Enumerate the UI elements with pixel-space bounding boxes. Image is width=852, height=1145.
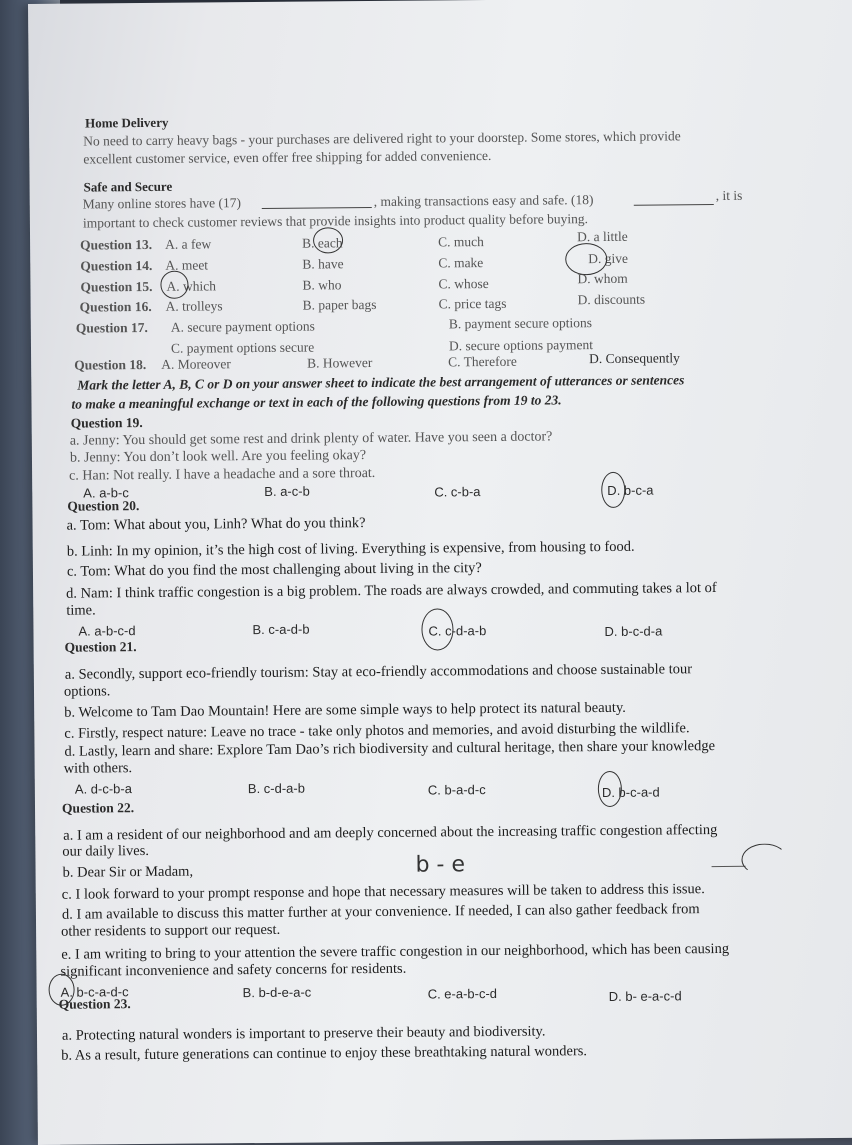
pen-mark-curve <box>741 843 787 875</box>
sentence-a: a. Tom: What about you, Linh? What do you think? <box>66 515 366 534</box>
safe-secure-line-1c: , it is <box>715 187 743 204</box>
sentence-b: b. Linh: In my opinion, it’s the high cost of living. Everything is expensive, from housing to food. <box>66 538 635 560</box>
option-c: C. c-d-a-b <box>428 623 487 639</box>
option-a: A. a-b-c-d <box>78 623 136 639</box>
question-label: Question 13. <box>80 236 153 253</box>
sentence-c: c. I look forward to your prompt response and hope that necessary measures will be taken to address this issue. <box>61 881 705 903</box>
question-label: Question 16. <box>79 298 152 315</box>
question-label: Question 17. <box>75 319 148 336</box>
sentence-d-line-2: other residents to support our request. <box>61 921 281 940</box>
option-d: D. b- e-a-c-d <box>608 988 682 1004</box>
question-label: Question 22. <box>61 800 135 816</box>
option-c: C. whose <box>438 275 489 292</box>
sentence-b: b. Jenny: You don’t look well. Are you feeling okay? <box>69 448 367 466</box>
sentence-a-line-2: options. <box>63 683 111 700</box>
sentence-b: b. Dear Sir or Madam, <box>62 863 194 881</box>
question-label: Question 15. <box>80 278 153 295</box>
option-a: A. secure payment options <box>170 318 315 335</box>
option-a: A. b-c-a-d-c <box>60 984 129 1000</box>
sentence-b: b. Welcome to Tam Dao Mountain! Here are some simple ways to help protect its natural beauty. <box>64 699 626 721</box>
sentence-d-line-2: time. <box>66 602 96 619</box>
question-label: Question 18. <box>74 356 147 373</box>
option-b: B. paper bags <box>302 296 377 313</box>
option-a: A. trolleys <box>165 298 223 314</box>
instruction-line-2: to make a meaningful exchange or text in each of the following questions from 19 to 23. <box>71 392 562 412</box>
option-d: D. b-c-a-d <box>601 784 660 801</box>
sentence-a: a. Jenny: You should get some rest and drink plenty of water. Have you seen a doctor? <box>69 429 553 449</box>
sentence-d-line-1: d. Lastly, learn and share: Explore Tam Dao’s rich biodiversity and cultural heritage, then share your knowledge <box>64 738 716 760</box>
answer-circle-q19 <box>601 472 625 508</box>
sentence-e-line-1: e. I am writing to bring to your attention the severe traffic congestion in our neighborhood, which has been causing <box>61 940 730 963</box>
option-b: B. have <box>302 256 344 272</box>
answer-circle-q15 <box>160 271 188 299</box>
option-b: B. b-d-e-a-c <box>242 984 312 1001</box>
option-c: C. price tags <box>438 295 507 312</box>
sentence-b: b. As a result, future generations can continue to enjoy these breathtaking natural wonders. <box>61 1043 588 1064</box>
safe-secure-line-1b: , making transactions easy and safe. (18) <box>373 192 594 209</box>
sentence-e-line-2: significant inconvenience and safety concerns for residents. <box>60 960 407 980</box>
home-delivery-line-1: No need to carry heavy bags - your purchases are delivered right to your doorstep. Some stores, which provide <box>83 128 681 149</box>
option-a: A. a-b-c <box>83 485 129 501</box>
instruction-line-1: Mark the letter A, B, C or D on your answer sheet to indicate the best arrangement of utterances or sentences <box>77 372 685 393</box>
safe-secure-line-1a: Many online stores have (17) <box>82 195 242 212</box>
option-a: A. Moreover <box>161 356 231 372</box>
option-d: D. Consequently <box>589 350 680 367</box>
sentence-a: a. Protecting natural wonders is important to preserve their beauty and biodiversity. <box>61 1023 546 1044</box>
option-c: C. make <box>438 255 484 271</box>
answer-circle-q21 <box>598 771 622 807</box>
option-b: B. a-c-b <box>264 483 310 499</box>
sentence-c: c. Firstly, respect nature: Leave no trace - take only photos and memories, and avoid disturbing the wildlife. <box>64 720 690 742</box>
option-a: A. meet <box>165 257 209 273</box>
option-b: B. each <box>302 235 343 251</box>
option-d: D. discounts <box>577 291 646 308</box>
option-a: A. a few <box>165 236 212 252</box>
question-label: Question 23. <box>58 996 131 1012</box>
sentence-c: c. Han: Not really. I have a headache and a sore throat. <box>69 465 376 484</box>
option-d: D. a little <box>576 228 628 245</box>
option-d: D. b-c-d-a <box>604 623 663 639</box>
option-a: A. d-c-b-a <box>74 781 132 797</box>
option-b: B. who <box>302 277 342 293</box>
option-d: D. whom <box>577 270 628 287</box>
option-c: C. Therefore <box>448 353 517 370</box>
option-c: C. c-b-a <box>434 484 481 500</box>
sentence-a-line-2: our daily lives. <box>62 842 150 860</box>
option-d: D. give <box>588 250 629 267</box>
safe-secure-line-2: important to check customer reviews that provide insights into product quality before buying. <box>82 211 588 231</box>
answer-circle-q13 <box>313 227 343 253</box>
sentence-a-line-1: a. I am a resident of our neighborhood and am deeply concerned about the increasing traffic congestion affecting <box>63 822 718 844</box>
option-b: B. However <box>307 355 373 371</box>
option-d: D. b-c-a <box>607 482 654 498</box>
pen-mark <box>712 866 746 868</box>
sentence-d-line-2: with others. <box>63 760 133 777</box>
sentence-d-line-1: d. Nam: I think traffic congestion is a big problem. The roads are always crowded, and commuting takes a lot of <box>66 580 717 602</box>
option-b: B. c-d-a-b <box>247 780 305 797</box>
question-label: Question 19. <box>70 415 143 431</box>
option-c: C. payment options secure <box>170 339 315 356</box>
option-c: C. e-a-b-c-d <box>427 985 498 1002</box>
safe-secure-heading: Safe and Secure <box>83 178 173 195</box>
home-delivery-heading: Home Delivery <box>84 114 169 131</box>
home-delivery-line-2: excellent customer service, even offer free shipping for added convenience. <box>83 147 492 167</box>
question-label: Question 21. <box>64 639 137 655</box>
option-c: C. b-a-d-c <box>427 782 486 798</box>
sentence-c: c. Tom: What do you find the most challenging about living in the city? <box>66 560 482 580</box>
blank-18 <box>634 191 714 206</box>
worksheet-paper <box>28 0 852 1145</box>
sentence-a-line-1: a. Secondly, support eco-friendly tourism: Stay at eco-friendly accommodations and choose sustainable tour <box>64 661 693 683</box>
sentence-d-line-1: d. I am available to discuss this matter further at your convenience. If needed, I can also gather feedback from <box>61 901 700 923</box>
option-b: B. c-a-d-b <box>252 621 310 638</box>
blank-17 <box>262 194 372 209</box>
question-label: Question 14. <box>80 257 153 274</box>
option-d: D. secure options payment <box>448 337 594 354</box>
option-c: C. much <box>438 234 484 250</box>
handwritten-note: b - e <box>415 852 466 878</box>
option-a: A. which <box>166 278 217 294</box>
answer-circle-q20 <box>421 608 453 650</box>
option-b: B. payment secure options <box>448 315 593 332</box>
question-label: Question 20. <box>67 498 140 514</box>
